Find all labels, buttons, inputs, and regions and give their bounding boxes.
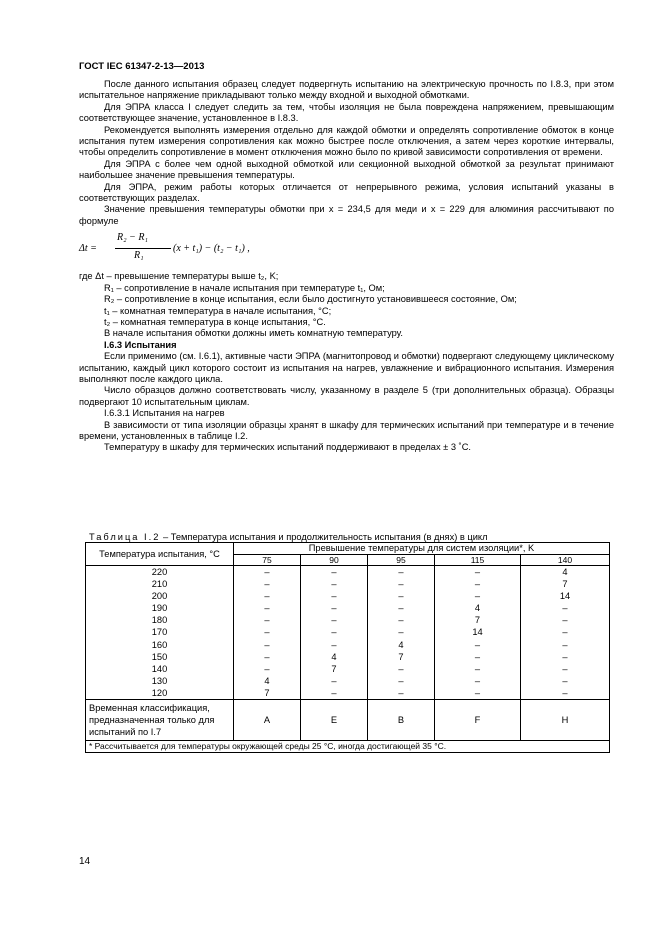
table-row xyxy=(86,663,610,675)
paragraph: Если применимо (см. I.6.1), активные части ЭПРА (магнитопровод и обмотки) подвергают следующему циклическому испытанию, каждый цикл которого состоит из испытания на нагрев, увлажнение и вибрационного испытания. Измерения выполняют после каждого цикла. xyxy=(79,351,614,384)
duration-cell: 7 xyxy=(520,578,609,590)
col-header-system: 95 xyxy=(368,555,435,566)
duration-cell: – xyxy=(368,614,435,626)
col-header-system: 90 xyxy=(301,555,368,566)
table-caption xyxy=(89,532,488,542)
duration-cell: – xyxy=(234,651,301,663)
paragraph: Для ЭПРА класса I следует следить за тем, чтобы изоляция не была повреждена напряжением, превышающим соответствующее значение, установленное в I.8.3. xyxy=(79,101,614,124)
temperature-cell: 130 xyxy=(86,675,234,687)
definition: R₂ – сопротивление в конце испытания, если было достигнуто установившееся состояние, Ом; xyxy=(104,294,517,305)
duration-cell: – xyxy=(301,675,368,687)
duration-cell: – xyxy=(520,639,609,651)
paragraph: В зависимости от типа изоляции образцы хранят в шкафу для термических испытаний при температуре и в течение времени, установленных в таблице I.2. xyxy=(79,419,614,441)
col-header-system: 140 xyxy=(520,555,609,566)
table-row xyxy=(86,687,610,700)
col-header-temperature: Температура испытания, °С xyxy=(86,543,234,566)
duration-cell: – xyxy=(234,626,301,638)
classification-value: B xyxy=(368,700,435,741)
duration-cell: – xyxy=(435,663,521,675)
duration-cell: – xyxy=(435,590,521,602)
duration-cell: 7 xyxy=(368,651,435,663)
formula-denominator: R₁ xyxy=(134,250,144,262)
duration-cell: – xyxy=(234,614,301,626)
paragraph: Число образцов должно соответствовать числу, указанному в разделе 5 (три дополнительных образца). Образцы подвергают 10 испытательным циклам. xyxy=(79,385,614,407)
duration-cell: 4 xyxy=(520,566,609,579)
duration-cell: – xyxy=(301,590,368,602)
duration-cell: – xyxy=(435,687,521,700)
duration-cell: – xyxy=(234,566,301,579)
duration-cell: – xyxy=(301,566,368,579)
duration-cell: – xyxy=(435,578,521,590)
classification-value: H xyxy=(520,700,609,741)
temperature-cell: 160 xyxy=(86,639,234,651)
subsection-heading: I.6.3.1 Испытания на нагрев xyxy=(104,408,225,419)
duration-cell: – xyxy=(520,675,609,687)
duration-cell: 14 xyxy=(520,590,609,602)
definition: t₁ – комнатная температура в начале испытания, °С; xyxy=(104,305,332,316)
page-number: 14 xyxy=(79,856,91,867)
duration-cell: – xyxy=(368,590,435,602)
duration-cell: 4 xyxy=(234,675,301,687)
duration-cell: 7 xyxy=(301,663,368,675)
temperature-cell: 170 xyxy=(86,626,234,638)
classification-value: A xyxy=(234,700,301,741)
duration-cell: – xyxy=(435,651,521,663)
temperature-cell: 180 xyxy=(86,614,234,626)
table-row xyxy=(86,590,610,602)
classification-label: Временная классификация, предназначенная только для испытаний по I.7 xyxy=(86,700,234,741)
table-row xyxy=(86,675,610,687)
paragraph: После данного испытания образец следует подвергнуть испытанию на электрическую прочность по I.8.3, при этом испытательное напряжение прикладывают только между входной и выходной обмотками. xyxy=(79,79,614,101)
duration-cell: 4 xyxy=(301,651,368,663)
duration-cell: 14 xyxy=(435,626,521,638)
formula-numerator: R₂ − R₁ xyxy=(117,232,148,244)
paragraph: Значение превышения температуры обмотки при x = 234,5 для меди и x = 229 для алюминия рассчитывают по формуле xyxy=(79,204,614,226)
table-row xyxy=(86,602,610,614)
temperature-cell: 140 xyxy=(86,663,234,675)
paragraph: Температуру в шкафу для термических испытаний поддерживают в пределах ± 3 ˚С. xyxy=(104,442,472,453)
duration-cell: – xyxy=(234,663,301,675)
duration-cell: – xyxy=(301,578,368,590)
fraction-bar xyxy=(115,248,171,249)
duration-cell: – xyxy=(435,675,521,687)
col-header-system: 115 xyxy=(435,555,521,566)
formula-rest: (x + t₁) − (t₂ − t₁) , xyxy=(173,243,250,255)
duration-cell: 7 xyxy=(234,687,301,700)
duration-cell: – xyxy=(368,663,435,675)
col-header-system: 75 xyxy=(234,555,301,566)
classification-value: F xyxy=(435,700,521,741)
temperature-table xyxy=(85,542,610,753)
col-header-insulation-systems: Превышение температуры для систем изоляции*, K xyxy=(234,543,610,555)
table-row xyxy=(86,566,610,579)
duration-cell: – xyxy=(520,687,609,700)
table-caption-text: – Температура испытания и продолжительность испытания (в днях) в цикл xyxy=(160,532,488,542)
duration-cell: – xyxy=(301,602,368,614)
table-row xyxy=(86,614,610,626)
table-row xyxy=(86,639,610,651)
table-footnote: * Рассчитывается для температуры окружающей среды 25 °С, иногда достигающей 35 °С. xyxy=(86,741,610,753)
duration-cell: 7 xyxy=(435,614,521,626)
duration-cell: – xyxy=(435,639,521,651)
paragraph: Для ЭПРА, режим работы которых отличается от непрерывного режима, условия испытаний указаны в соответствующих разделах. xyxy=(79,181,614,204)
duration-cell: – xyxy=(520,602,609,614)
duration-cell: – xyxy=(301,687,368,700)
temperature-cell: 190 xyxy=(86,602,234,614)
duration-cell: – xyxy=(520,626,609,638)
duration-cell: – xyxy=(435,566,521,579)
duration-cell: – xyxy=(368,687,435,700)
duration-cell: – xyxy=(234,602,301,614)
paragraph: Для ЭПРА с более чем одной выходной обмоткой или секционной выходной обмоткой за результат принимают наибольшее значение превышения температуры. xyxy=(79,158,614,181)
table-row xyxy=(86,651,610,663)
definition: где Δt – превышение температуры выше t₂, K; xyxy=(79,271,279,282)
definition: R₁ – сопротивление в начале испытания при температуре t₁, Ом; xyxy=(104,282,385,293)
temperature-cell: 210 xyxy=(86,578,234,590)
temperature-cell: 120 xyxy=(86,687,234,700)
duration-cell: – xyxy=(368,602,435,614)
duration-cell: 4 xyxy=(435,602,521,614)
duration-cell: – xyxy=(301,626,368,638)
definition: В начале испытания обмотки должны иметь комнатную температуру. xyxy=(104,328,403,339)
duration-cell: – xyxy=(234,639,301,651)
formula-lhs: Δt = xyxy=(79,243,97,255)
formula xyxy=(79,229,614,271)
paragraph: Рекомендуется выполнять измерения отдельно для каждой обмотки и определять сопротивление обмоток в конце испытания путем измерения сопротивления как можно быстрее после отключения, а затем через короткие интервалы, чтобы определить сопротивление в момент отключения можно было по кривой зависимости сопротивления от времени. xyxy=(79,124,614,158)
duration-cell: – xyxy=(301,639,368,651)
duration-cell: – xyxy=(368,675,435,687)
definition: t₂ – комнатная температура в конце испытания, °С. xyxy=(104,316,326,327)
section-heading: I.6.3 Испытания xyxy=(104,339,177,350)
main-text xyxy=(79,79,614,454)
duration-cell: 4 xyxy=(368,639,435,651)
table-caption-prefix: Таблица I.2 xyxy=(89,532,161,542)
duration-cell: – xyxy=(520,663,609,675)
duration-cell: – xyxy=(234,578,301,590)
duration-cell: – xyxy=(520,614,609,626)
classification-value: E xyxy=(301,700,368,741)
temperature-cell: 150 xyxy=(86,651,234,663)
duration-cell: – xyxy=(368,566,435,579)
temperature-cell: 220 xyxy=(86,566,234,579)
duration-cell: – xyxy=(368,626,435,638)
document-header: ГОСТ IEC 61347-2-13—2013 xyxy=(79,61,205,72)
duration-cell: – xyxy=(368,578,435,590)
table-row xyxy=(86,578,610,590)
duration-cell: – xyxy=(301,614,368,626)
temperature-cell: 200 xyxy=(86,590,234,602)
duration-cell: – xyxy=(520,651,609,663)
table-row xyxy=(86,626,610,638)
duration-cell: – xyxy=(234,590,301,602)
